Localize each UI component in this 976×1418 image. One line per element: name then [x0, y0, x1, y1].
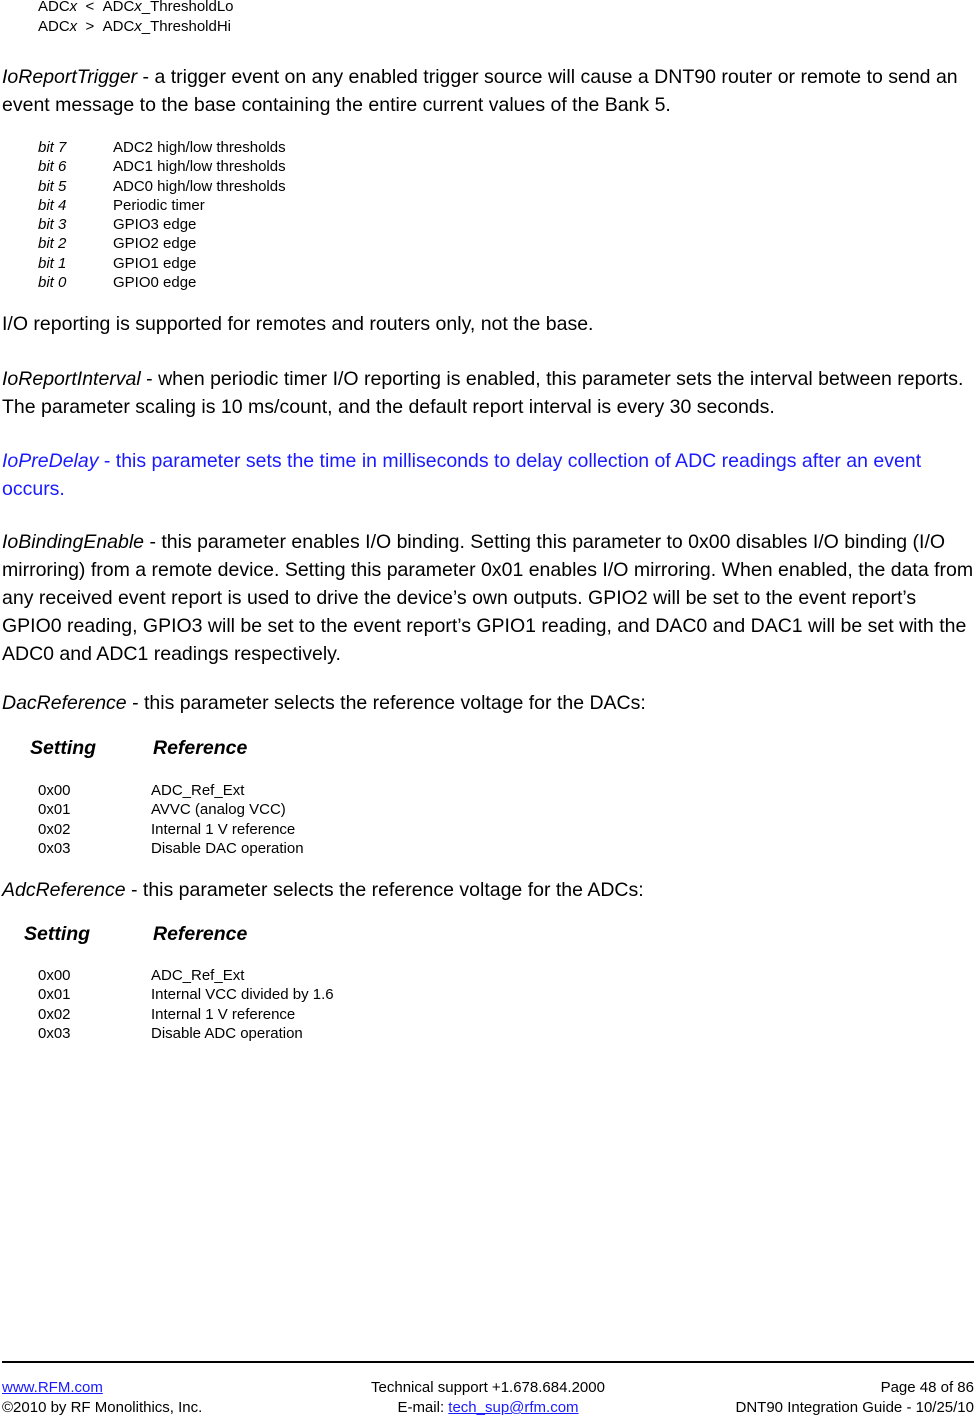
formula-operator: <: [85, 0, 95, 15]
bit-row: [38, 254, 286, 273]
table-row: [38, 1024, 334, 1043]
io-report-trigger-paragraph: [2, 63, 974, 119]
bit-row: [38, 196, 286, 215]
io-pre-delay-paragraph: [2, 447, 974, 503]
io-reporting-note: I/O reporting is supported for remotes and routers only, not the base.: [2, 313, 594, 335]
formula-text: _ThresholdHi: [141, 18, 232, 35]
bit-row: [38, 177, 286, 196]
formula-index: x: [69, 18, 78, 35]
formula-text: ADC: [38, 18, 70, 35]
bit-desc: ADC0 high/low thresholds: [113, 177, 286, 195]
table-row: [38, 1005, 334, 1024]
document-title: DNT90 Integration Guide - 10/25/10: [735, 1399, 974, 1416]
bit-label: bit 6: [38, 158, 67, 176]
adc-reference-text: - this parameter selects the reference voltage for the ADCs:: [125, 879, 644, 901]
reference-value: ADC_Ref_Ext: [151, 967, 245, 984]
reference-value: Disable DAC operation: [151, 839, 304, 857]
bit-label: bit 0: [38, 274, 67, 292]
bit-label: bit 2: [38, 235, 67, 253]
trigger-bit-list: [38, 138, 286, 292]
bit-desc: GPIO0 edge: [113, 274, 197, 292]
email-label: E-mail:: [397, 1399, 449, 1416]
threshold-formula-hi: [38, 17, 231, 36]
reference-value: Internal VCC divided by 1.6: [151, 986, 334, 1004]
formula-text: ADC: [102, 0, 135, 15]
bit-desc: ADC2 high/low thresholds: [113, 139, 286, 156]
bit-row: [38, 215, 286, 234]
reference-value: Internal 1 V reference: [151, 1005, 296, 1023]
bit-row: [38, 138, 286, 157]
io-report-trigger-text: - a trigger event on any enabled trigger source will cause a DNT90 router or remote to send an event message to the base containing the entire current values of the Bank 5.: [2, 66, 958, 116]
bit-label: bit 1: [38, 254, 67, 272]
email-line: [275, 1397, 701, 1418]
bit-label: bit 5: [38, 177, 67, 195]
bit-desc: ADC1 high/low thresholds: [113, 158, 286, 176]
table-row: [38, 781, 304, 800]
dac-reference-term: DacReference: [2, 692, 127, 714]
table-row: [38, 839, 304, 858]
reference-value: Internal 1 V reference: [151, 820, 296, 838]
threshold-formula-lo: [38, 0, 234, 16]
adc-header-setting: Setting: [24, 923, 91, 945]
setting-value: 0x00: [38, 782, 71, 799]
io-binding-enable-paragraph: [2, 528, 974, 668]
bit-desc: Periodic timer: [113, 196, 205, 214]
tech-support: Technical support +1.678.684.2000: [371, 1379, 605, 1396]
io-report-interval-paragraph: [2, 365, 974, 421]
dac-header-reference: Reference: [153, 737, 248, 759]
dac-reference-paragraph: [2, 689, 974, 717]
dac-reference-text: - this parameter selects the reference voltage for the DACs:: [126, 692, 646, 714]
formula-index: x: [134, 0, 142, 15]
reference-value: Disable ADC operation: [151, 1024, 303, 1042]
formula-text: ADC: [38, 0, 70, 15]
table-row: [38, 800, 304, 819]
formula-index: x: [134, 18, 142, 35]
setting-value: 0x02: [38, 1005, 71, 1023]
setting-value: 0x00: [38, 967, 71, 984]
setting-value: 0x03: [38, 1024, 71, 1042]
io-binding-enable-text: - this parameter enables I/O binding. Setting this parameter to 0x00 disables I/O binding (I/O mirroring) from a remote device. Setting this parameter 0x01 enables I/O mirroring. When enabled, the data from any received event report is used to drive the device’s own outputs. GPIO2 will be set to the event report’s GPIO0 reading, GPIO3 will be set to the event report’s GPIO1 reading, and DAC0 and DAC1 will be set with the ADC0 and ADC1 readings respectively.: [2, 531, 974, 665]
io-pre-delay-term: IoPreDelay: [2, 450, 99, 472]
setting-value: 0x01: [38, 986, 71, 1004]
adc-header-reference: Reference: [153, 923, 248, 945]
dac-header-setting: Setting: [30, 737, 97, 759]
setting-value: 0x03: [38, 839, 71, 857]
table-row: [38, 985, 334, 1004]
bit-row: [38, 234, 286, 253]
dac-reference-table: [38, 781, 304, 858]
adc-reference-paragraph: [2, 876, 974, 904]
bit-label: bit 4: [38, 196, 67, 214]
adc-reference-term: AdcReference: [2, 879, 126, 901]
io-pre-delay-text: - this parameter sets the time in milliseconds to delay collection of ADC readings after an event occurs.: [2, 450, 922, 500]
email-link[interactable]: tech_sup@rfm.com: [448, 1399, 579, 1416]
reference-value: ADC_Ref_Ext: [151, 782, 245, 799]
formula-text: _ThresholdLo: [141, 0, 234, 15]
reference-value: AVVC (analog VCC): [151, 801, 286, 819]
bit-row: [38, 273, 286, 292]
bit-label: bit 3: [38, 216, 67, 234]
bit-row: [38, 157, 286, 176]
table-row: [38, 820, 304, 839]
setting-value: 0x01: [38, 801, 71, 819]
website-link[interactable]: www.RFM.com: [2, 1379, 103, 1396]
setting-value: 0x02: [38, 820, 71, 838]
adc-reference-table: [38, 966, 334, 1043]
bit-desc: GPIO3 edge: [113, 216, 197, 234]
formula-text: ADC: [102, 18, 135, 35]
page-number: Page 48 of 86: [880, 1379, 974, 1396]
io-report-interval-term: IoReportInterval: [2, 368, 141, 390]
table-row: [38, 966, 334, 985]
copyright: ©2010 by RF Monolithics, Inc.: [2, 1399, 203, 1416]
bit-label: bit 7: [38, 139, 67, 156]
io-report-interval-text: - when periodic timer I/O reporting is enabled, this parameter sets the interval between reports. The parameter scaling is 10 ms/count, and the default report interval is every 30 seconds.: [2, 368, 964, 418]
bit-desc: GPIO1 edge: [113, 254, 197, 272]
io-binding-enable-term: IoBindingEnable: [2, 531, 145, 553]
footer-divider: [2, 1361, 974, 1363]
io-report-trigger-term: IoReportTrigger: [2, 66, 138, 88]
formula-index: x: [69, 0, 78, 15]
formula-operator: >: [85, 18, 95, 35]
bit-desc: GPIO2 edge: [113, 235, 197, 253]
